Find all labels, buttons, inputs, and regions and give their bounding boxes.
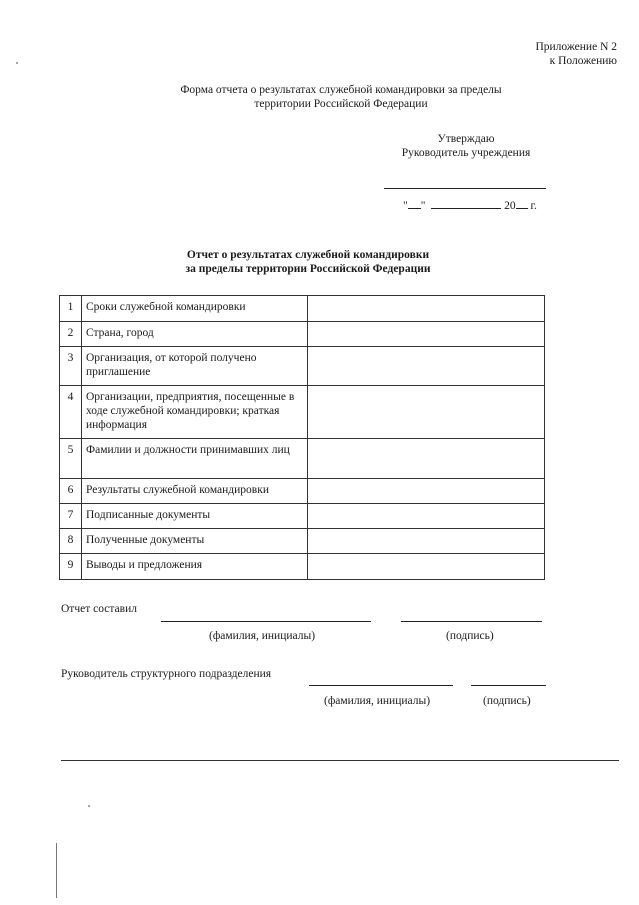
form-title-line-1: Форма отчета о результатах служебной командировки за пределы <box>180 84 502 96</box>
row-number: 2 <box>60 322 82 347</box>
row-value-cell <box>308 479 545 504</box>
table-row <box>60 479 545 504</box>
row-label: Результаты служебной командировки <box>82 479 308 504</box>
date-year-suffix: г. <box>530 200 537 212</box>
row-label: Подписанные документы <box>82 504 308 529</box>
form-title-line-2: территории Российской Федерации <box>254 98 428 110</box>
row-label: Сроки служебной командировки <box>82 296 308 322</box>
row-number: 8 <box>60 529 82 554</box>
appendix-number: Приложение N 2 <box>535 41 617 53</box>
date-month-blank <box>431 197 501 209</box>
compiled-by-label: Отчет составил <box>61 603 137 615</box>
row-number: 1 <box>60 296 82 322</box>
row-value-cell <box>308 386 545 439</box>
row-label: Организации, предприятия, посещенные в ходе служебной командировки; краткая информация <box>82 386 308 439</box>
row-label: Страна, город <box>82 322 308 347</box>
row-value-cell <box>308 529 545 554</box>
date-quote-open: " <box>403 200 408 212</box>
date-quote-close: " <box>420 200 426 212</box>
report-title-line-1: Отчет о результатах служебной командировки <box>186 249 430 261</box>
row-number: 9 <box>60 554 82 580</box>
row-number: 3 <box>60 347 82 386</box>
appendix-reference <box>535 40 617 68</box>
table-row <box>60 439 545 479</box>
report-table <box>59 295 545 580</box>
table-row <box>60 322 545 347</box>
compiler-name-caption: (фамилия, инициалы) <box>209 630 316 642</box>
row-value-cell <box>308 504 545 529</box>
row-label: Организация, от которой получено приглашение <box>82 347 308 386</box>
compiler-name-line <box>161 621 371 622</box>
table-row <box>60 504 545 529</box>
head-name-caption: (фамилия, инициалы) <box>324 695 431 707</box>
head-signature-line <box>471 685 546 686</box>
approval-word: Утверждаю <box>437 133 495 145</box>
report-title-line-2: за пределы территории Российской Федерации <box>185 263 431 275</box>
table-row <box>60 554 545 580</box>
table-row <box>60 347 545 386</box>
row-label: Полученные документы <box>82 529 308 554</box>
approval-date <box>403 197 537 212</box>
department-head-label: Руководитель структурного подразделения <box>61 668 272 680</box>
row-number: 7 <box>60 504 82 529</box>
head-name-line <box>309 685 453 686</box>
compiler-signature-line <box>401 621 542 622</box>
row-number: 6 <box>60 479 82 504</box>
row-number: 4 <box>60 386 82 439</box>
compiler-signature-caption: (подпись) <box>446 630 494 642</box>
row-number: 5 <box>60 439 82 479</box>
row-value-cell <box>308 322 545 347</box>
row-value-cell <box>308 296 545 322</box>
approval-block <box>395 132 537 160</box>
head-signature-caption: (подпись) <box>483 695 531 707</box>
approval-position: Руководитель учреждения <box>401 147 531 159</box>
row-value-cell <box>308 439 545 479</box>
row-value-cell <box>308 347 545 386</box>
appendix-regulation: к Положению <box>549 55 617 67</box>
table-row <box>60 296 545 322</box>
form-title <box>0 83 639 111</box>
date-year-blank <box>516 197 528 209</box>
scan-margin-mark <box>56 843 57 898</box>
date-year-prefix: 20 <box>504 200 516 212</box>
row-label: Выводы и предложения <box>82 554 308 580</box>
date-day-blank <box>408 197 421 209</box>
row-label: Фамилии и должности принимавших лиц <box>82 439 308 479</box>
table-row <box>60 529 545 554</box>
scan-speck <box>16 62 18 64</box>
scan-speck <box>88 805 90 807</box>
page-bottom-rule <box>61 760 619 761</box>
row-value-cell <box>308 554 545 580</box>
approver-signature-line <box>384 188 546 189</box>
report-title <box>0 248 616 276</box>
table-row <box>60 386 545 439</box>
